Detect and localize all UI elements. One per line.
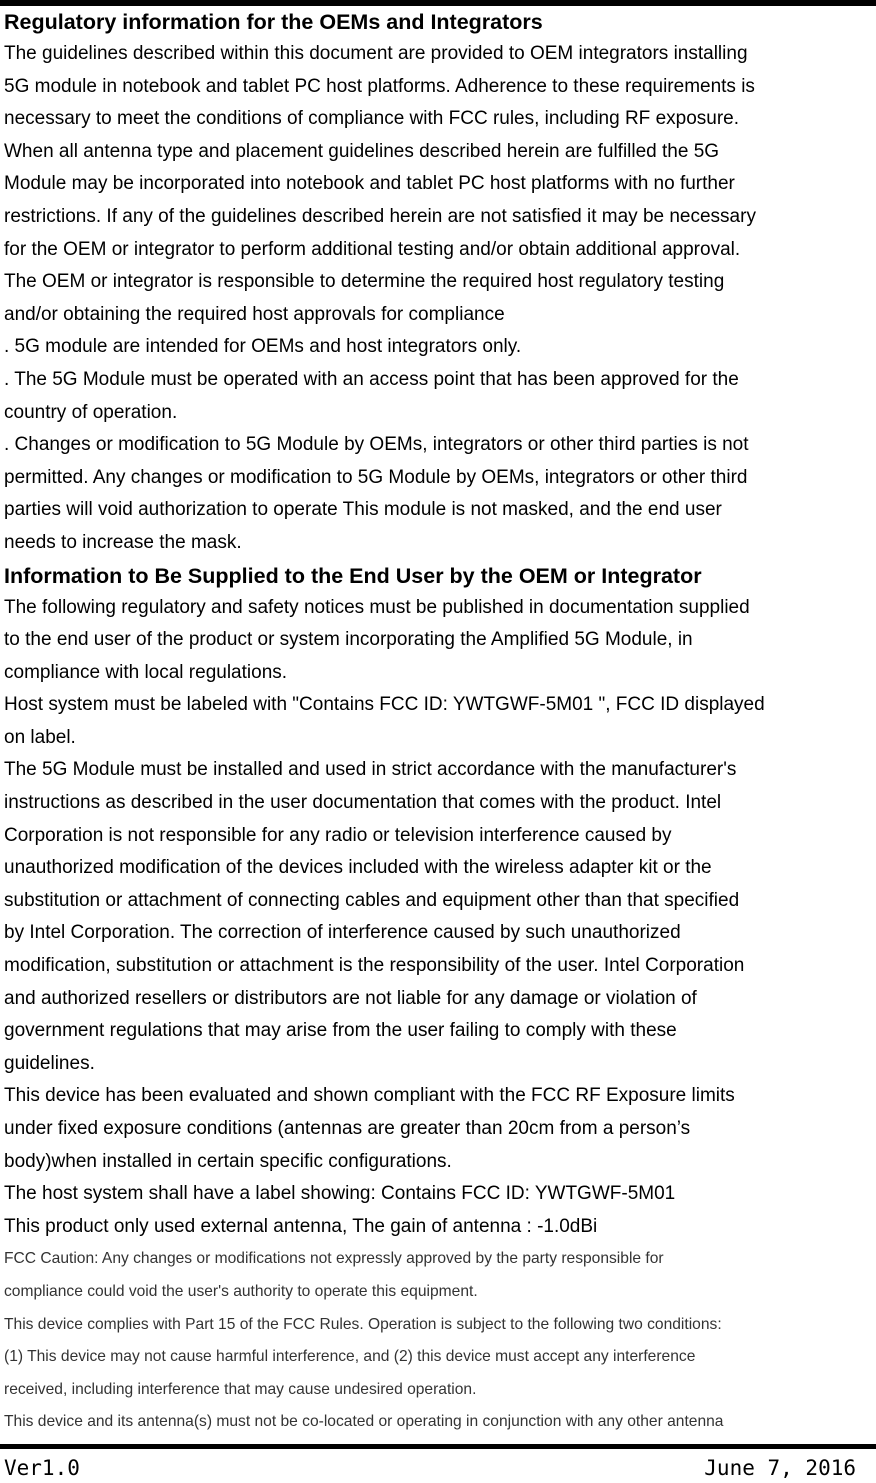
heading-regulatory-info: Regulatory information for the OEMs and Integrators	[4, 10, 543, 34]
paragraph-line: country of operation.	[4, 401, 178, 423]
paragraph-line: and/or obtaining the required host approvals for compliance	[4, 303, 505, 325]
footer-rule	[0, 1444, 876, 1449]
paragraph-line: restrictions. If any of the guidelines described herein are not satisfied it may be necessary	[4, 205, 756, 227]
paragraph-line: to the end user of the product or system incorporating the Amplified 5G Module, in	[4, 629, 693, 651]
page-footer	[4, 1453, 856, 1483]
paragraph-line: 5G module in notebook and tablet PC host platforms. Adherence to these requirements is	[4, 75, 755, 97]
paragraph-line: This product only used external antenna, The gain of antenna : -1.0dBi	[4, 1215, 598, 1237]
caution-line: (1) This device may not cause harmful interference, and (2) this device must accept any interference	[4, 1348, 696, 1366]
paragraph-line: and authorized resellers or distributors are not liable for any damage or violation of	[4, 987, 697, 1009]
paragraph-line: . The 5G Module must be operated with an access point that has been approved for the	[4, 368, 739, 390]
section-end-user-notices	[4, 592, 876, 1244]
paragraph-line: instructions as described in the user documentation that comes with the product. Intel	[4, 792, 722, 814]
document-body	[4, 6, 876, 1439]
paragraph-line: parties will void authorization to operate This module is not masked, and the end user	[4, 499, 722, 521]
paragraph-line: The OEM or integrator is responsible to determine the required host regulatory testing	[4, 271, 725, 293]
paragraph-line: This device has been evaluated and shown compliant with the FCC RF Exposure limits	[4, 1085, 735, 1107]
paragraph-line: by Intel Corporation. The correction of interference caused by such unauthorized	[4, 922, 681, 944]
paragraph-line: modification, substitution or attachment is the responsibility of the user. Intel Corporation	[4, 955, 745, 977]
paragraph-line: The 5G Module must be installed and used in strict accordance with the manufacturer's	[4, 759, 737, 781]
heading-end-user-info: Information to Be Supplied to the End User by the OEM or Integrator	[4, 563, 702, 588]
caution-line: This device and its antenna(s) must not be co-located or operating in conjunction with any other antenna	[4, 1413, 724, 1431]
paragraph-line: on label.	[4, 726, 76, 748]
paragraph-line: The host system shall have a label showing: Contains FCC ID: YWTGWF-5M01	[4, 1183, 676, 1205]
paragraph-line: permitted. Any changes or modification to 5G Module by OEMs, integrators or other third	[4, 466, 748, 488]
paragraph-line: Module may be incorporated into notebook and tablet PC host platforms with no further	[4, 173, 735, 195]
paragraph-line: compliance with local regulations.	[4, 661, 288, 683]
paragraph-line: body)when installed in certain specific configurations.	[4, 1150, 452, 1172]
caution-line: compliance could void the user's authority to operate this equipment.	[4, 1282, 478, 1300]
paragraph-line: under fixed exposure conditions (antennas are greater than 20cm from a person’s	[4, 1118, 691, 1139]
section-oem-guidelines	[4, 38, 876, 560]
paragraph-line: Host system must be labeled with "Contains FCC ID: YWTGWF-5M01 ", FCC ID displayed	[4, 694, 765, 716]
paragraph-line: Corporation is not responsible for any radio or television interference caused by	[4, 824, 672, 846]
paragraph-line: needs to increase the mask.	[4, 531, 242, 553]
caution-line: received, including interference that may cause undesired operation.	[4, 1380, 477, 1398]
caution-line: This device complies with Part 15 of the FCC Rules. Operation is subject to the following two conditions:	[4, 1315, 722, 1333]
paragraph-line: When all antenna type and placement guidelines described herein are fulfilled the 5G	[4, 140, 720, 162]
paragraph-line: guidelines.	[4, 1052, 95, 1074]
paragraph-line: substitution or attachment of connecting cables and equipment other than that specified	[4, 889, 740, 911]
paragraph-line: The following regulatory and safety notices must be published in documentation supplied	[4, 596, 750, 618]
paragraph-line: The guidelines described within this document are provided to OEM integrators installing	[4, 43, 748, 64]
paragraph-line: necessary to meet the conditions of compliance with FCC rules, including RF exposure.	[4, 108, 740, 130]
paragraph-line: . Changes or modification to 5G Module by OEMs, integrators or other third parties is not	[4, 434, 749, 456]
paragraph-line: unauthorized modification of the devices included with the wireless adapter kit or the	[4, 857, 712, 879]
paragraph-line: for the OEM or integrator to perform additional testing and/or obtain additional approval.	[4, 238, 741, 260]
paragraph-line: . 5G module are intended for OEMs and host integrators only.	[4, 336, 522, 358]
date-label: June 7, 2016	[704, 1456, 856, 1480]
caution-line: FCC Caution: Any changes or modifications not expressly approved by the party responsible for	[4, 1250, 664, 1268]
section-fcc-caution	[4, 1243, 876, 1439]
version-label: Ver1.0	[4, 1456, 80, 1480]
paragraph-line: government regulations that may arise from the user failing to comply with these	[4, 1020, 677, 1042]
